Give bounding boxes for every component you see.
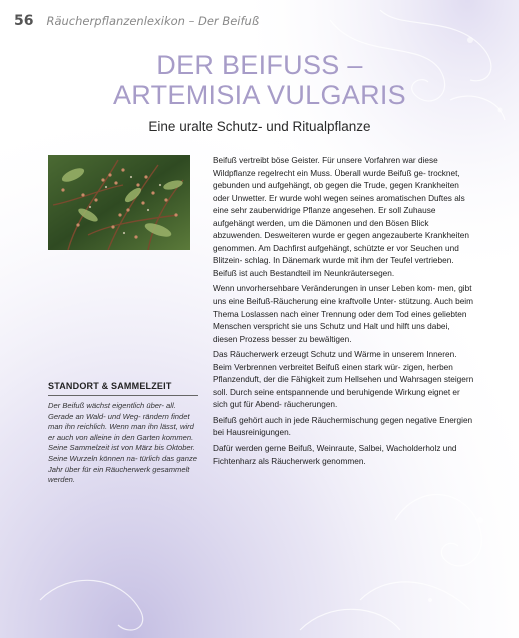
page-header xyxy=(14,13,259,29)
paragraph: Beifuß gehört auch in jede Räuchermischung gegen negative Energien bei Hausreinigungen. xyxy=(213,415,473,438)
page-number: 56 xyxy=(14,13,34,29)
main-text-column xyxy=(213,155,475,471)
paragraph: Beifuß vertreibt böse Geister. Für unsere Vorfahren war diese Wildpflanze regelrecht ein Muss. Überall wurde Beifuß ge- trocknet, gebunden und aufgehängt, ob gegen die Trude, gegen Krankheiten oder Unwetter. Er wurde wohl wegen seines aromatischen Duftes als eine sehr zauberwidrige Pflanze angesehen. Er soll Zuhause aufgehängt werden, um die Dämonen und den Bösen Blick abzuwenden. Desweiteren wurde er gegen angezauberte Krankheiten genommen. Am Dachfirst aufgehängt, schützte er vor Seuchen und Blitzein- schlag. In Dänemark wurde mit ihm der Teufel vertrieben. Beifuß ist auch Bestandteil im Neunkräutersegen. xyxy=(213,156,469,278)
paragraph: Dafür werden gerne Beifuß, Weinraute, Salbei, Wacholderholz und Fichtenharz als Räucherwerk genommen. xyxy=(213,444,457,466)
subtitle: Eine uralte Schutz- und Ritualpflanze xyxy=(148,119,371,134)
mugwort-plant-photo xyxy=(48,155,190,250)
sidebar-box xyxy=(48,381,198,486)
page-title xyxy=(0,50,519,110)
running-title: Räucherpflanzenlexikon – Der Beifuß xyxy=(46,14,260,28)
paragraph: Wenn unvorhersehbare Veränderungen in unser Leben kom- men, gibt uns eine Beifuß-Räucherung eine kraftvolle Unter- stützung. Auch beim Thema Loslassen nach einer Trennung oder dem Tod eines geliebten Menschen verspricht sie uns Schutz und Halt und hilft uns dabei, diesen Prozess besser zu bewältigen. xyxy=(213,284,474,344)
sidebar-heading: STANDORT & SAMMELZEIT xyxy=(48,381,198,396)
mugwort-plant-icon xyxy=(48,155,190,250)
title-line-2: ARTEMISIA VULGARIS xyxy=(113,80,406,110)
sidebar-body: Der Beifuß wächst eigentlich über- all. Gerade an Wald- und Weg- rändern findet man ihn reichlich. Wenn man ihn lässt, wird er auch von alleine in den Garten kommen. Seine Sammelzeit ist von März bis Oktober. Seine Wurzeln können na- türlich das ganze Jahr über für ein Räucherwerk gesammelt werden. xyxy=(48,401,198,485)
title-line-1: DER BEIFUSS – xyxy=(156,50,363,80)
paragraph: Das Räucherwerk erzeugt Schutz und Wärme in unserem Inneren. Beim Verbrennen verbreitet Beifuß einen stark wür- zigen, herben Pflanzenduft, der die Fähigkeit zum Hellsehen und Wahrsagen steigern soll. Durch seine entspannende und beruhigende Wirkung eignet er sich gut für Abend- räucherungen. xyxy=(213,350,474,410)
